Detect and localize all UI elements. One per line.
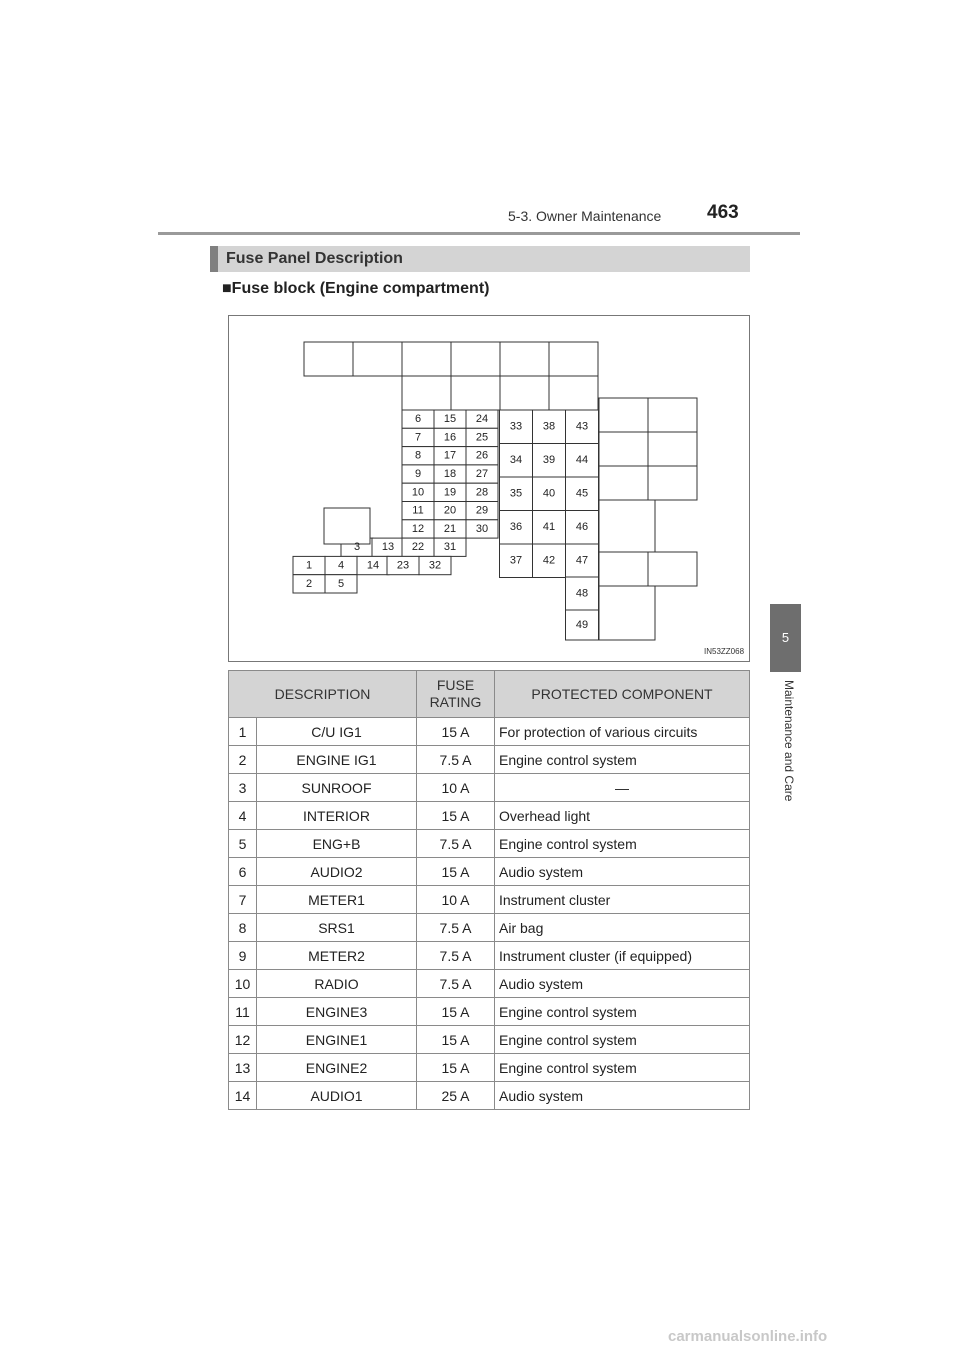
fuse-position-label: 6 bbox=[414, 413, 422, 426]
fuse-rating: 15 A bbox=[417, 858, 495, 886]
fuse-position-label: 18 bbox=[443, 468, 457, 481]
fuse-description: ENGINE IG1 bbox=[257, 746, 417, 774]
fuse-description: AUDIO2 bbox=[257, 858, 417, 886]
fuse-position-label: 7 bbox=[414, 431, 422, 444]
fuse-diagram-svg bbox=[229, 316, 749, 661]
fuse-position-label: 20 bbox=[443, 504, 457, 517]
fuse-position-label: 33 bbox=[509, 420, 523, 433]
fuse-position-label: 21 bbox=[443, 522, 457, 535]
fuse-description: ENGINE2 bbox=[257, 1054, 417, 1082]
relay-slot bbox=[599, 398, 648, 432]
protected-component: Audio system bbox=[495, 970, 750, 998]
fuse-position-label: 41 bbox=[542, 521, 556, 534]
fuse-rating: 15 A bbox=[417, 998, 495, 1026]
fuse-description: INTERIOR bbox=[257, 802, 417, 830]
relay-slot bbox=[402, 342, 451, 376]
fuse-description: ENGINE3 bbox=[257, 998, 417, 1026]
fuse-description: METER2 bbox=[257, 942, 417, 970]
fuse-number: 3 bbox=[229, 774, 257, 802]
fuse-rating: 7.5 A bbox=[417, 746, 495, 774]
section-header: 5-3. Owner Maintenance bbox=[508, 208, 662, 224]
fuse-rating: 15 A bbox=[417, 718, 495, 746]
fuse-position-label: 38 bbox=[542, 420, 556, 433]
fuse-position-label: 39 bbox=[542, 454, 556, 467]
protected-component: Engine control system bbox=[495, 1054, 750, 1082]
table-row bbox=[229, 942, 750, 970]
fuse-position-label: 31 bbox=[443, 541, 457, 554]
chapter-tab: 5 bbox=[770, 604, 801, 672]
relay-slot bbox=[500, 342, 549, 376]
table-row bbox=[229, 1054, 750, 1082]
fuse-number: 1 bbox=[229, 718, 257, 746]
fuse-number: 9 bbox=[229, 942, 257, 970]
relay-slot bbox=[599, 586, 655, 640]
fuse-position-label: 28 bbox=[475, 486, 489, 499]
table-row bbox=[229, 746, 750, 774]
table-header-row bbox=[229, 671, 750, 718]
table-row bbox=[229, 802, 750, 830]
fuse-position-label: 30 bbox=[475, 522, 489, 535]
fuse-rating: 10 A bbox=[417, 886, 495, 914]
section-bar bbox=[210, 246, 750, 272]
table-row bbox=[229, 1026, 750, 1054]
chapter-label bbox=[782, 680, 796, 880]
fuse-rating: 25 A bbox=[417, 1082, 495, 1110]
fuse-position-label: 25 bbox=[475, 431, 489, 444]
fuse-position-label: 24 bbox=[475, 413, 489, 426]
fuse-position-label: 2 bbox=[305, 577, 313, 590]
fuse-number: 10 bbox=[229, 970, 257, 998]
subheading: ■Fuse block (Engine compartment) bbox=[222, 280, 490, 297]
table-row bbox=[229, 970, 750, 998]
fuse-rating: 7.5 A bbox=[417, 970, 495, 998]
relay-slot bbox=[648, 432, 697, 466]
fuse-position-label: 15 bbox=[443, 413, 457, 426]
fuse-position-label: 12 bbox=[411, 522, 425, 535]
relay-slot bbox=[599, 432, 648, 466]
relay-slot bbox=[500, 376, 549, 410]
fuse-position-label: 37 bbox=[509, 554, 523, 567]
protected-component: Engine control system bbox=[495, 998, 750, 1026]
protected-component: Instrument cluster bbox=[495, 886, 750, 914]
table-row bbox=[229, 858, 750, 886]
relay-slot bbox=[304, 342, 353, 376]
fuse-position-label: 45 bbox=[575, 487, 589, 500]
fuse-position-label: 10 bbox=[411, 486, 425, 499]
fuse-position-label: 17 bbox=[443, 449, 457, 462]
fuse-description: ENG+B bbox=[257, 830, 417, 858]
fuse-position-label: 19 bbox=[443, 486, 457, 499]
table-row bbox=[229, 830, 750, 858]
relay-slot bbox=[324, 508, 370, 544]
fuse-table bbox=[228, 670, 750, 1110]
relay-slot bbox=[648, 398, 697, 432]
fuse-position-label: 22 bbox=[411, 541, 425, 554]
fuse-position-label: 16 bbox=[443, 431, 457, 444]
col-header-description: DESCRIPTION bbox=[229, 671, 417, 718]
fuse-rating: 7.5 A bbox=[417, 942, 495, 970]
section-title: Fuse Panel Description bbox=[226, 250, 403, 267]
chapter-label-text: Maintenance and Care bbox=[782, 680, 796, 802]
fuse-position-label: 3 bbox=[353, 541, 361, 554]
relay-slot bbox=[599, 466, 648, 500]
protected-component: Overhead light bbox=[495, 802, 750, 830]
fuse-description: ENGINE1 bbox=[257, 1026, 417, 1054]
fuse-number: 14 bbox=[229, 1082, 257, 1110]
protected-component: For protection of various circuits bbox=[495, 718, 750, 746]
fuse-position-label: 42 bbox=[542, 554, 556, 567]
fuse-diagram bbox=[228, 315, 750, 662]
fuse-number: 7 bbox=[229, 886, 257, 914]
fuse-number: 4 bbox=[229, 802, 257, 830]
fuse-position-label: 8 bbox=[414, 449, 422, 462]
table-row bbox=[229, 1082, 750, 1110]
fuse-position-label: 32 bbox=[428, 559, 442, 572]
col-header-component: PROTECTED COMPONENT bbox=[495, 671, 750, 718]
fuse-number: 13 bbox=[229, 1054, 257, 1082]
protected-component: — bbox=[495, 774, 750, 802]
fuse-position-label: 49 bbox=[575, 618, 589, 631]
fuse-position-label: 13 bbox=[381, 541, 395, 554]
fuse-number: 2 bbox=[229, 746, 257, 774]
fuse-rating: 15 A bbox=[417, 1026, 495, 1054]
fuse-number: 5 bbox=[229, 830, 257, 858]
fuse-position-label: 35 bbox=[509, 487, 523, 500]
fuse-position-label: 46 bbox=[575, 521, 589, 534]
fuse-number: 6 bbox=[229, 858, 257, 886]
fuse-rating: 15 A bbox=[417, 1054, 495, 1082]
fuse-description: C/U IG1 bbox=[257, 718, 417, 746]
fuse-rating: 7.5 A bbox=[417, 914, 495, 942]
fuse-position-label: 29 bbox=[475, 504, 489, 517]
col-header-rating bbox=[417, 671, 495, 718]
fuse-rating: 7.5 A bbox=[417, 830, 495, 858]
fuse-position-label: 44 bbox=[575, 454, 589, 467]
fuse-description: SUNROOF bbox=[257, 774, 417, 802]
table-row bbox=[229, 774, 750, 802]
fuse-position-label: 11 bbox=[412, 504, 424, 517]
fuse-number: 12 bbox=[229, 1026, 257, 1054]
relay-slot bbox=[402, 376, 451, 410]
protected-component: Air bag bbox=[495, 914, 750, 942]
protected-component: Instrument cluster (if equipped) bbox=[495, 942, 750, 970]
watermark: carmanualsonline.info bbox=[668, 1328, 828, 1345]
fuse-position-label: 47 bbox=[575, 554, 589, 567]
page-number: 463 bbox=[707, 202, 739, 223]
fuse-position-label: 40 bbox=[542, 487, 556, 500]
relay-slot bbox=[451, 376, 500, 410]
table-row bbox=[229, 886, 750, 914]
protected-component: Engine control system bbox=[495, 746, 750, 774]
fuse-position-label: 4 bbox=[337, 559, 345, 572]
fuse-position-label: 27 bbox=[475, 468, 489, 481]
protected-component: Engine control system bbox=[495, 1026, 750, 1054]
fuse-position-label: 43 bbox=[575, 420, 589, 433]
fuse-number: 11 bbox=[229, 998, 257, 1026]
relay-slot bbox=[353, 342, 402, 376]
relay-slot bbox=[648, 466, 697, 500]
relay-slot bbox=[599, 552, 648, 586]
fuse-position-label: 23 bbox=[396, 559, 410, 572]
protected-component: Audio system bbox=[495, 858, 750, 886]
fuse-description: SRS1 bbox=[257, 914, 417, 942]
fuse-position-label: 48 bbox=[575, 587, 589, 600]
fuse-position-label: 34 bbox=[509, 454, 523, 467]
relay-slot bbox=[451, 342, 500, 376]
table-row bbox=[229, 718, 750, 746]
fuse-position-label: 36 bbox=[509, 521, 523, 534]
fuse-description: AUDIO1 bbox=[257, 1082, 417, 1110]
relay-slot bbox=[648, 552, 697, 586]
fuse-position-label: 5 bbox=[337, 577, 345, 590]
fuse-rating: 15 A bbox=[417, 802, 495, 830]
fuse-position-label: 14 bbox=[366, 559, 380, 572]
table-row bbox=[229, 914, 750, 942]
header-rule bbox=[158, 232, 800, 235]
diagram-code: IN53ZZ068 bbox=[704, 647, 745, 656]
fuse-position-label: 9 bbox=[414, 468, 422, 481]
fuse-description: RADIO bbox=[257, 970, 417, 998]
rating-line2: RATING bbox=[429, 694, 482, 710]
protected-component: Engine control system bbox=[495, 830, 750, 858]
relay-slot bbox=[549, 342, 598, 376]
rating-line1: FUSE bbox=[436, 677, 475, 693]
fuse-position-label: 1 bbox=[305, 559, 313, 572]
relay-slot bbox=[599, 500, 655, 552]
relay-slot bbox=[549, 376, 598, 410]
fuse-rating: 10 A bbox=[417, 774, 495, 802]
fuse-description: METER1 bbox=[257, 886, 417, 914]
table-row bbox=[229, 998, 750, 1026]
fuse-number: 8 bbox=[229, 914, 257, 942]
fuse-position-label: 26 bbox=[475, 449, 489, 462]
protected-component: Audio system bbox=[495, 1082, 750, 1110]
